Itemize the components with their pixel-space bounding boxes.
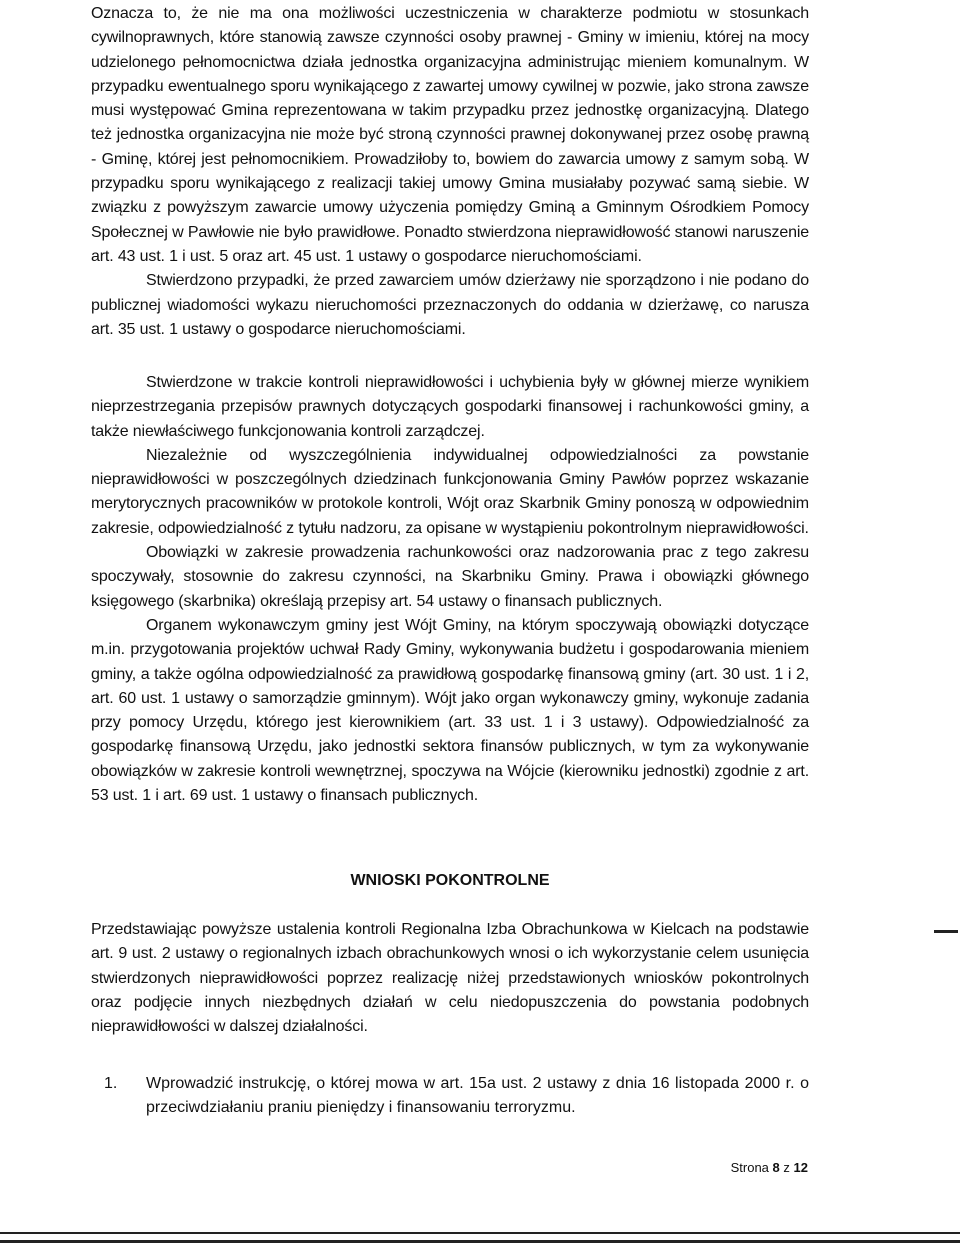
paragraph: Stwierdzone w trakcie kontroli nieprawidłowości i uchybienia były w głównej mierze wynikiem nieprzestrzegania przepisów prawnych dotyczących gospodarki finansowej i rachunkowości gminy, a także niewłaściwego funkcjonowania kontroli zarządczej. [91,374,809,440]
recommendations-list [91,1072,809,1121]
footer-page-number: 8 [772,1160,780,1175]
findings-text-block-2 [91,371,809,808]
page-footer [731,1160,808,1175]
paragraph: Oznacza to, że nie ma ona możliwości uczestniczenia w charakterze podmiotu w stosunkach cywilnoprawnych, które stanowią zawsze czynności osoby prawnej - Gminy w imieniu, której na mocy udzielonego pełnomocnictwa działa jednostka organizacyjna administrując mieniem komunalnym. W przypadku ewentualnego sporu wynikającego z zawartej umowy cywilnej w pozwie, jako strona zawsze musi występować Gmina reprezentowana w takim przypadku przez jednostkę organizacyjną. Dlatego też jednostka organizacyjna nie może być stroną czynności prawnej dokonywanej przez osobę prawną - Gminę, której jest pełnomocnikiem. Prowadziłoby to, bowiem do zawarcia umowy z samym sobą. W przypadku sporu wynikającego z realizacji takiej umowy Gmina musiałaby pozywać samą siebie. W związku z powyższym zawarcie umowy użyczenia pomiędzy Gminą a Gminnym Ośrodkiem Pomocy Społecznej w Pawłowie nie było prawidłowe. Ponadto stwierdzona nieprawidłowość stanowi naruszenie art. 43 ust. 1 i ust. 5 oraz art. 45 ust. 1 ustawy o gospodarce nieruchomościami. [91,5,809,265]
list-item-text: Wprowadzić instrukcję, o której mowa w art. 15a ust. 2 ustawy z dnia 16 listopada 2000 r. o przeciwdziałaniu praniu pieniędzy i finansowaniu terroryzmu. [146,1075,809,1117]
conclusions-intro [91,918,809,1039]
footer-prefix: Strona [730,1160,769,1175]
scan-edge-line [0,1232,960,1234]
scan-edge-line [0,1240,960,1243]
paragraph: Niezależnie od wyszczególnienia indywidualnej odpowiedzialności za powstanie nieprawidłowości w poszczególnych dziedzinach funkcjonowania Gminy Pawłów poprzez wskazanie merytorycznych pracowników w protokole kontroli, Wójt oraz Skarbnik Gminy ponoszą w odpowiednim zakresie, odpowiedzialność z tytułu nadzoru, za opisane w wystąpieniu pokontrolnym nieprawidłowości. [91,446,809,537]
paragraph: Przedstawiając powyższe ustalenia kontroli Regionalna Izba Obrachunkowa w Kielcach na podstawie art. 9 ust. 2 ustawy o regionalnych izbach obrachunkowych wnosi o ich wykorzystanie celem usunięcia stwierdzonych nieprawidłowości poprzez realizację niżej przedstawionych wniosków pokontrolnych oraz podjęcie innych niezbędnych działań w celu niedopuszczenia do powstania podobnych nieprawidłowości w dalszej działalności. [91,921,809,1036]
list-item-number: 1. [104,1075,118,1092]
findings-text-block-1 [91,2,809,342]
margin-mark [934,930,958,933]
paragraph: Stwierdzono przypadki, że przed zawarciem umów dzierżawy nie sporządzono i nie podano do publicznej wiadomości wykazu nieruchomości przeznaczonych do oddania w dzierżawę, co narusza art. 35 ust. 1 ustawy o gospodarce nieruchomościami. [91,272,809,338]
paragraph: Obowiązki w zakresie prowadzenia rachunkowości oraz nadzorowania prac z tego zakresu spoczywały, stosownie do zakresu czynności, na Skarbniku Gminy. Prawa i obowiązki głównego księgowego (skarbnika) określają przepisy art. 54 ustawy o finansach publicznych. [91,544,809,610]
footer-separator: z [783,1160,790,1175]
footer-total-pages: 12 [793,1160,808,1175]
list-item [91,1072,809,1121]
section-heading: WNIOSKI POKONTROLNE [350,872,550,889]
paragraph: Organem wykonawczym gminy jest Wójt Gminy, na którym spoczywają obowiązki dotyczące m.in. przygotowania projektów uchwał Rady Gminy, wykonywania budżetu i gospodarowania mieniem gminy, a także ogólna odpowiedzialność za prawidłową gospodarkę finansową gminy (art. 30 ust. 1 i 2, art. 60 ust. 1 ustawy o samorządzie gminnym). Wójt jako organ wykonawczy gminy, wykonuje zadania przy pomocy Urzędu, którego jest kierownikiem (art. 33 ust. 1 i 3 ustawy). Odpowiedzialność za gospodarkę finansową Urzędu, jako jednostki sektora finansów publicznych, w tym za wykonywanie obowiązków w zakresie kontroli wewnętrznej, spoczywa na Wójcie (kierowniku jednostki) zgodnie z art. 53 ust. 1 i art. 69 ust. 1 ustawy o finansach publicznych. [91,616,809,805]
